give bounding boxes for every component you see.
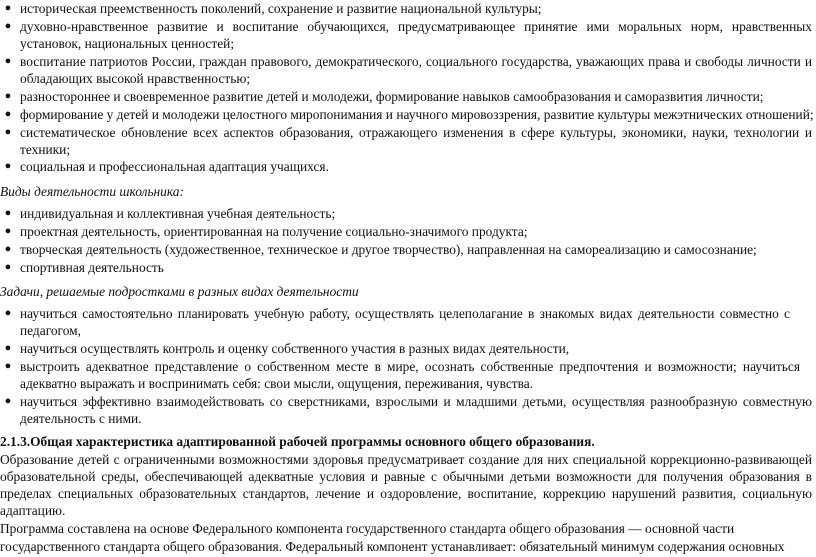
bullet-icon: ● [4,2,12,14]
bullet-icon: ● [4,395,12,407]
list-item-continuation: установок, национальных ценностей; [20,36,235,51]
list-item: спортивная деятельность [20,260,164,275]
list-item: разностороннее и своевременное развитие детей и молодежи, формирование навыков самообразования и саморазвития личности; [20,89,764,104]
bullet-icon: ● [4,126,12,138]
paragraph-line: Образование детей с ограниченными возможностями здоровья предусматривает создание для них специальной коррекционно-развивающей [0,452,812,467]
bullet-icon: ● [4,243,12,255]
paragraph-line: образовательной среды, обеспечивающей адекватные условия и равные с обычными детьми возможности для получения образования в [0,469,812,484]
list-item: индивидуальная и коллективная учебная деятельность; [20,206,336,221]
list-item: выстроить адекватное представление о собственном месте в мире, осознать собственные предпочтения и возможности; научиться [20,359,800,374]
list-item-continuation: деятельность с ними. [20,411,142,426]
list-item: научиться осуществлять контроль и оценку собственного участия в разных видах деятельности, [20,341,570,356]
list-item-continuation: техники; [20,142,71,157]
paragraph-line: пределах специальных образовательных стандартов, лечение и оздоровление, воспитание, коррекцию нарушений развития, социальную [0,486,812,501]
list-item: социальная и профессиональная адаптация учащихся. [20,159,329,174]
list-item: систематическое обновление всех аспектов образования, отражающего изменения в сфере культуры, экономики, науки, технологии и [20,125,812,140]
paragraph-line: адаптацию. [0,503,66,518]
bullet-icon: ● [4,225,12,237]
bullet-icon: ● [4,108,12,120]
list-item: формирование у детей и молодежи целостного миропонимания и научного мировоззрения, развитие культуры межэтнических отношений; [20,107,814,122]
section-heading: Виды деятельности школьника: [0,184,184,199]
bullet-icon: ● [4,20,12,32]
list-item: научиться самостоятельно планировать учебную работу, осуществлять целеполагание в знакомых видах деятельности совместно с [20,306,790,321]
paragraph-line: государственного стандарта общего образования. Федеральный компонент устанавливает: обязательный минимум содержания основных [0,539,785,554]
section-title: 2.1.3.Общая характеристика адаптированной рабочей программы основного общего образования. [0,434,595,449]
list-item: духовно-нравственное развитие и воспитание обучающихся, предусматривающее принятие ими моральных норм, нравственных [20,19,812,34]
bullet-icon: ● [4,90,12,102]
bullet-icon: ● [4,261,12,273]
bullet-icon: ● [4,207,12,219]
paragraph-line: Программа составлена на основе Федерального компонента государственного стандарта общего образования — основной части [0,521,735,536]
bullet-icon: ● [4,342,12,354]
list-item: научиться эффективно взаимодействовать со сверстниками, взрослыми и младшими детьми, осуществляя разнообразную совместную [20,394,812,409]
list-item: воспитание патриотов России, граждан правового, демократического, социального государства, уважающих права и свободы личности и [20,54,812,69]
list-item-continuation: обладающих высокой нравственностью; [20,71,251,86]
list-item: историческая преемственность поколений, сохранение и развитие национальной культуры; [20,1,542,16]
bullet-icon: ● [4,55,12,67]
list-item: проектная деятельность, ориентированная на получение социально-значимого продукта; [20,224,528,239]
list-item-continuation: педагогом, [20,323,81,338]
bullet-icon: ● [4,160,12,172]
list-item: творческая деятельность (художественное, техническое и другое творчество), направленная на самореализацию и самосознание; [20,242,757,257]
list-item-continuation: адекватно выражать и воспринимать себя: свои мысли, ощущения, переживания, чувства. [20,376,534,391]
bullet-icon: ● [4,360,12,372]
section-heading: Задачи, решаемые подростками в разных видах деятельности [0,284,359,299]
bullet-icon: ● [4,307,12,319]
